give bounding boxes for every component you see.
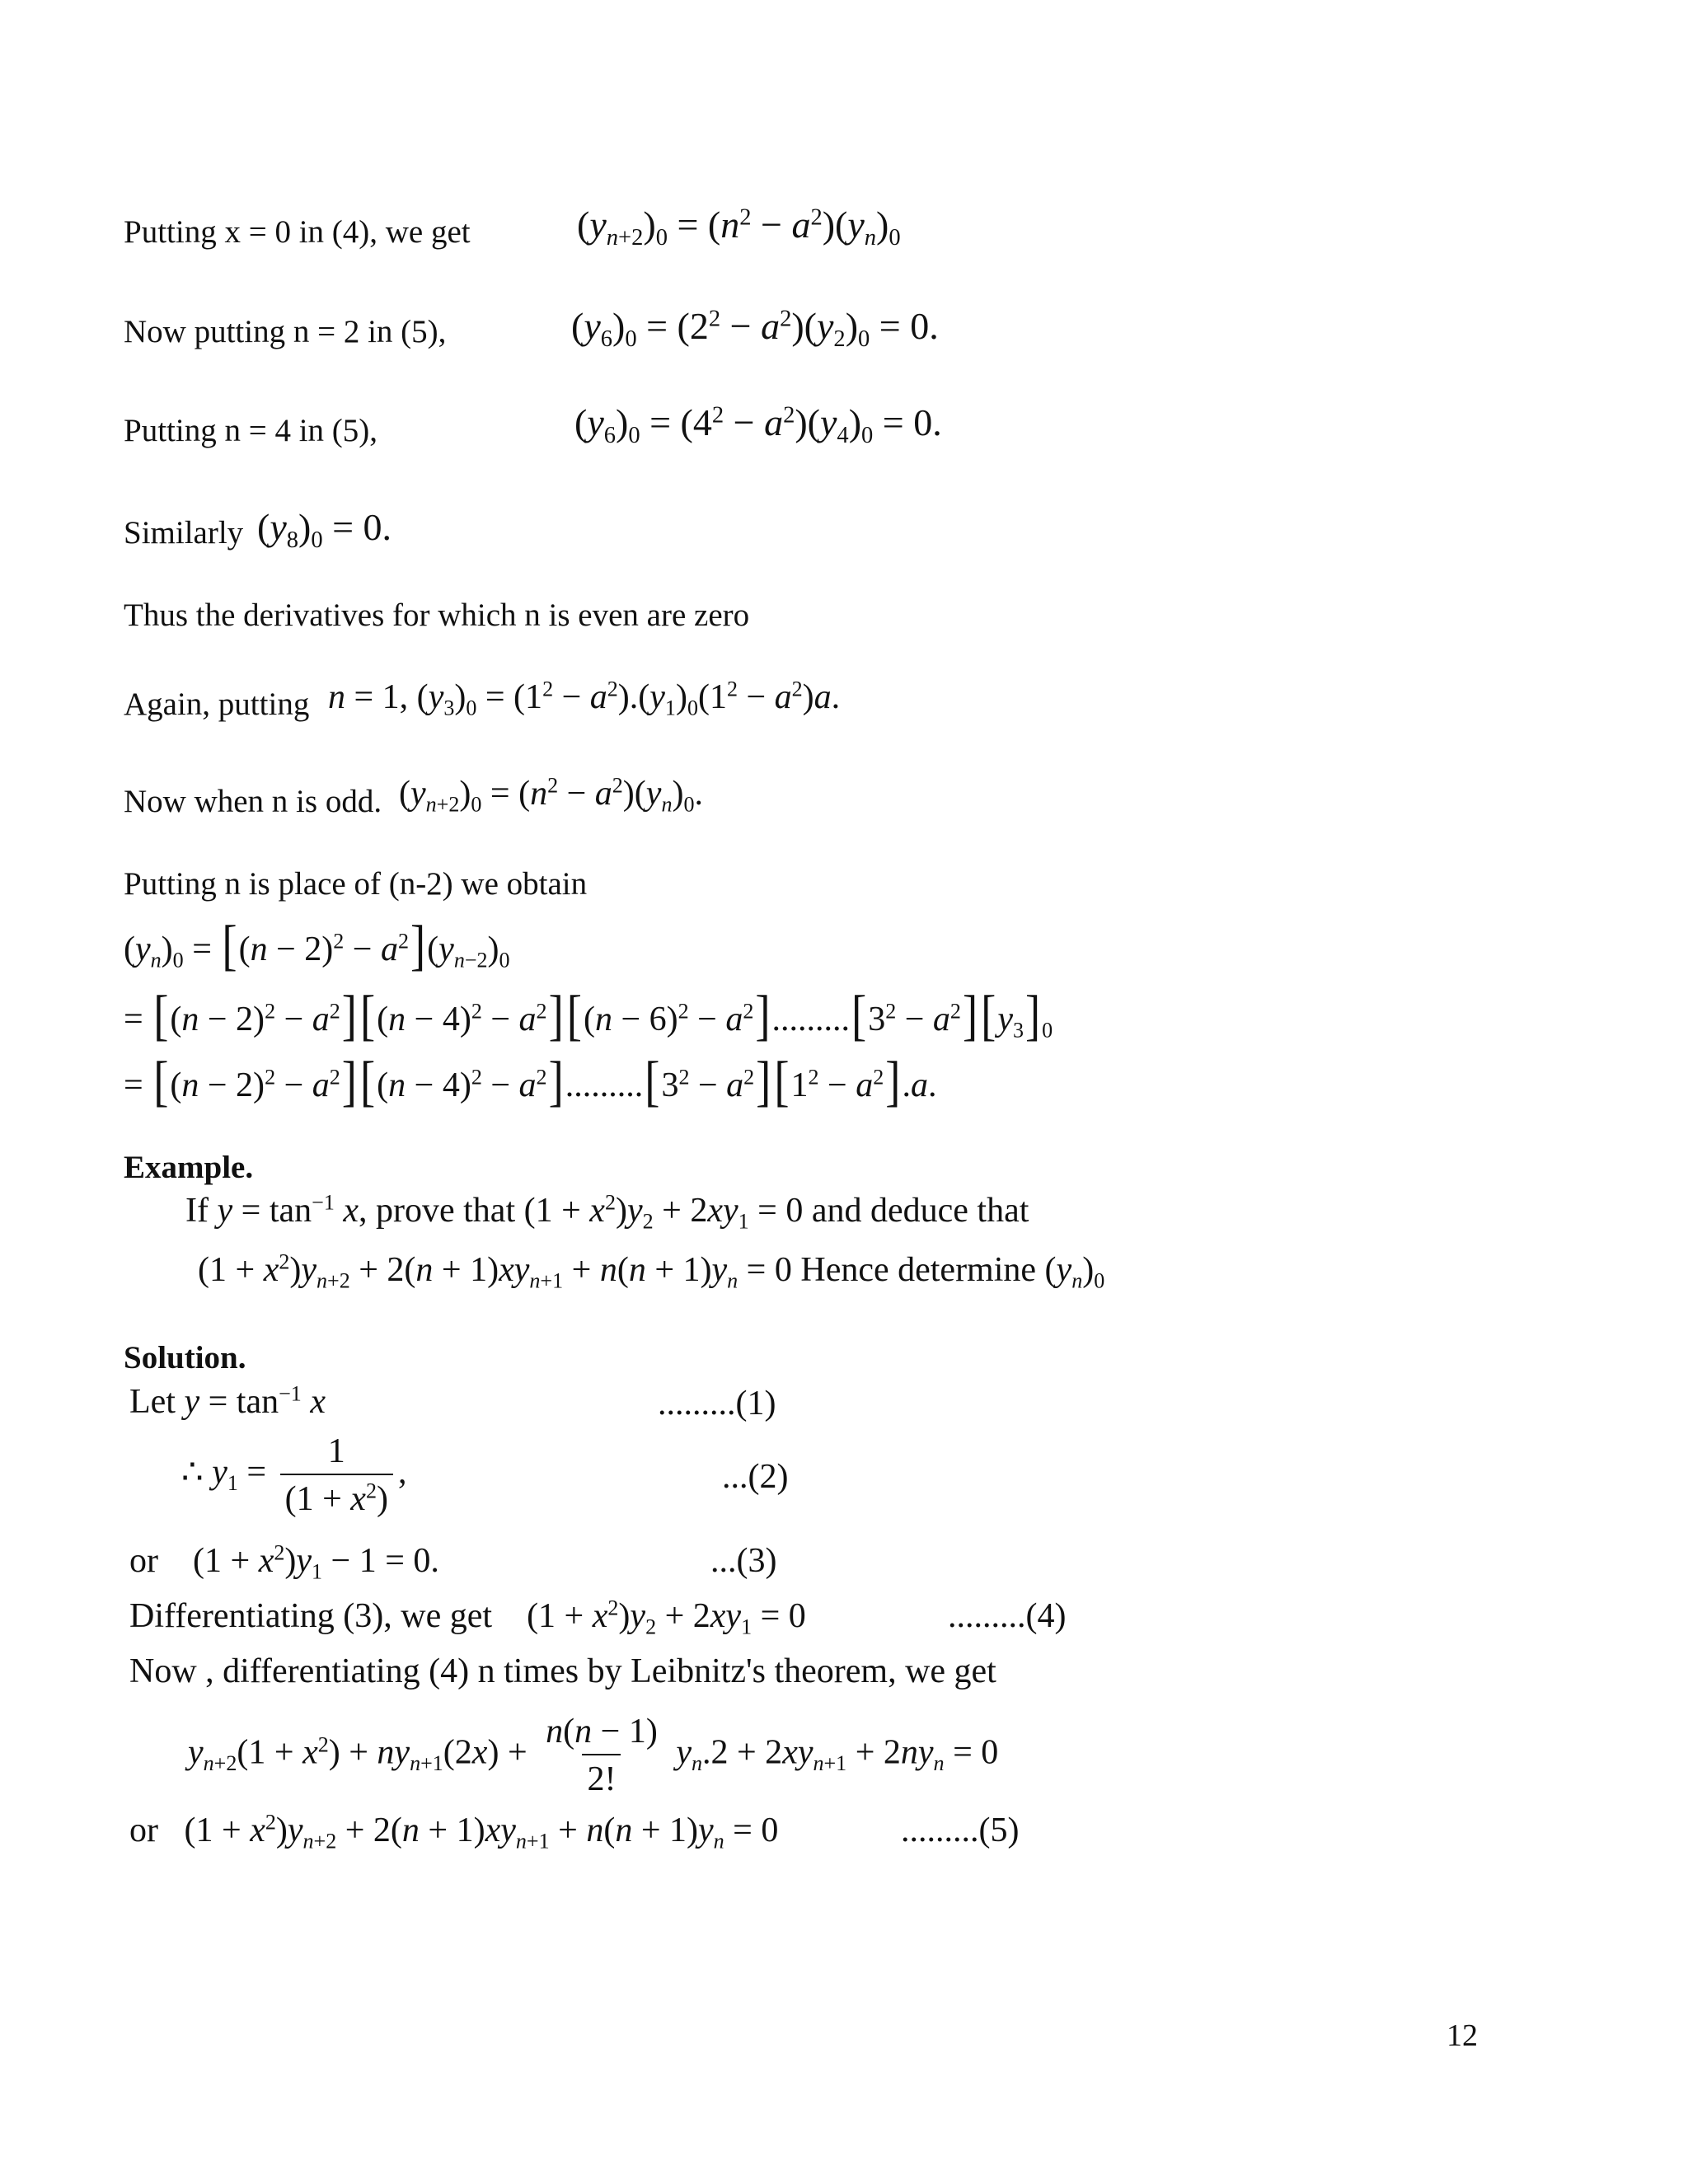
solution-or-1: or (129, 1542, 158, 1580)
solution-diff3: Differentiating (3), we get (129, 1597, 493, 1635)
example-statement-1: If $y = \tan^{-1} x$, prove that $(1 + x^2)y_2 + 2xy_1 = 0$ and deduce that (185, 1190, 1029, 1234)
solution-leibnitz: $y_{n+2}(1 + x^2) + ny_{n+1}(2x)$ + $\frac{n(n - 1)}{2!}$ $y_n.2 + 2xy_{n+1} + 2ny_n = 0$ (188, 1713, 999, 1798)
solution-y1: ∴ $y_1$ = $\frac{1}{(1 + x^2)}$ , (181, 1432, 407, 1518)
line-putting-n2: Now putting n = 2 in (5), (124, 314, 447, 349)
line-putting-x0: Putting x = 0 in (4), we get (124, 214, 471, 250)
formula-y8: $(y_8)_0 = 0$. (257, 506, 392, 554)
formula-recursion-2: = $[(n - 2)^2 - a^2][(n - 4)^2 - a^2][(n - 6)^2 - a^2].........[3^2 - a^2][y_3]_0$ (124, 983, 1053, 1047)
line-putting-n4: Putting n = 4 in (5), (124, 413, 378, 448)
solution-line-3: or $(1 + x^2)y_1 - 1 = 0$. (129, 1540, 439, 1584)
line-even-zero: Thus the derivatives for which n is even are zero (124, 598, 750, 633)
solution-now-diff: Now , differentiating (4) n times by Leibnitz's theorem, we get (129, 1652, 996, 1690)
solution-let: Let $y = \tan^{-1} x$ (129, 1381, 326, 1421)
line-n-odd: Now when n is odd. (124, 784, 382, 819)
formula-y6-n4: $(y_6)_0 = (4^2 - a^2)(y_4)_0 = 0$. (574, 401, 942, 449)
formula-recursion-1: $(y_n)_0 = [(n - 2)^2 - a^2](y_{n-2})_0$ (124, 913, 510, 977)
line-similarly: Similarly (124, 515, 244, 551)
solution-heading: Solution. (124, 1340, 246, 1376)
solution-or-2: or (129, 1811, 158, 1849)
formula-yn2-0: $(y_{n+2})_0 = (n^2 - a^2)(y_n)_0$ (577, 204, 901, 251)
page-number: 12 (1447, 2018, 1478, 2053)
solution-line-4: Differentiating (3), we get $(1 + x^2)y_2 + 2xy_1 = 0$ (129, 1596, 806, 1639)
formula-y3: n = 1, $(y_3)_0 = (1^2 - a^2).(y_1)_0(1^2 - a^2)a$. (328, 677, 841, 720)
example-hence: Hence determine (800, 1251, 1037, 1289)
eq-label-2: ...(2) (722, 1458, 789, 1496)
example-prove-that: prove that (376, 1192, 516, 1230)
eq-label-5: .........(5) (901, 1811, 1020, 1849)
line-putting-n-place: Putting n is place of (n-2) we obtain (124, 866, 588, 902)
example-and-deduce: and deduce that (811, 1192, 1029, 1230)
solution-let-word: Let (129, 1383, 176, 1421)
formula-recursion-3: = $[(n - 2)^2 - a^2][(n - 4)^2 - a^2].........[3^2 - a^2][1^2 - a^2].a$. (124, 1049, 937, 1113)
eq-label-1: .........(1) (658, 1385, 776, 1422)
fraction-y1: $\frac{1}{(1 + x^2)}$ (280, 1434, 393, 1516)
eq-label-4: .........(4) (948, 1597, 1067, 1635)
solution-line-5: or $(1 + x^2)y_{n+2} + 2(n + 1)xy_{n+1} + n(n + 1)y_n = 0$ (129, 1810, 779, 1854)
eq-label-3: ...(3) (710, 1542, 777, 1580)
line-again-putting: Again, putting (124, 687, 310, 722)
example-if: If (185, 1192, 209, 1230)
fraction-leibnitz: $\frac{n(n - 1)}{2!}$ (546, 1713, 658, 1798)
formula-odd: $(y_{n+2})_0 = (n^2 - a^2)(y_n)_0$. (399, 773, 703, 817)
example-statement-2: $(1 + x^2)y_{n+2} + 2(n + 1)xy_{n+1} + n(n + 1)y_n = 0$ Hence determine $(y_n)_0$ (198, 1249, 1105, 1293)
formula-y6-n2: $(y_6)_0 = (2^2 - a^2)(y_2)_0 = 0$. (571, 305, 939, 353)
example-heading: Example. (124, 1150, 254, 1185)
